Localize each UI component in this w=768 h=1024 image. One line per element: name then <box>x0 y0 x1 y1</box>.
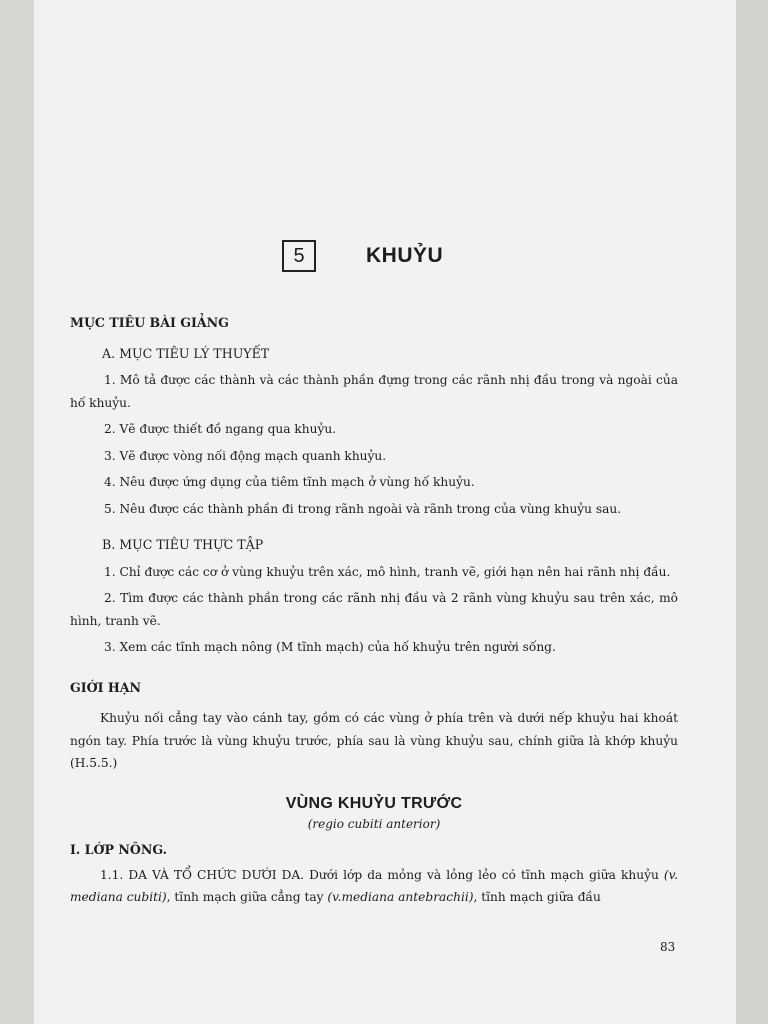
practice-item: 2. Tìm được các thành phần trong các rãnh nhị đầu và 2 rãnh vùng khuỷu sau trên xác, mô hình, tranh vẽ. <box>70 591 678 628</box>
zone-title: VÙNG KHUỶU TRƯỚC <box>285 794 463 812</box>
theory-item: 2. Vẽ được thiết đồ ngang qua khuỷu. <box>104 422 337 436</box>
layer-text-1: Dưới lớp da mỏng và lỏng lẻo có tĩnh mạch giữa khuỷu <box>304 867 664 882</box>
layer-paragraph <box>70 864 678 909</box>
theory-heading: A. MỤC TIÊU LÝ THUYẾT <box>102 345 270 361</box>
chapter-number: 5 <box>282 240 316 272</box>
chapter-title: KHUỶU <box>366 244 444 267</box>
document-page <box>34 0 736 1024</box>
scan-border-left <box>0 0 34 1024</box>
objectives-heading: MỤC TIÊU BÀI GIẢNG <box>70 315 229 330</box>
page-number: 83 <box>660 940 676 954</box>
zone-latin-subtitle: (regio cubiti anterior) <box>307 817 441 831</box>
theory-item: 4. Nêu được ứng dụng của tiêm tĩnh mạch ở vùng hố khuỷu. <box>104 475 475 489</box>
practice-item: 3. Xem các tĩnh mạch nông (M tĩnh mạch) của hố khuỷu trên người sống. <box>104 640 556 654</box>
layer-text-2: , tĩnh mạch giữa cẳng tay <box>166 890 328 904</box>
scan-border-right <box>736 0 768 1024</box>
layer-heading: I. LỚP NÔNG. <box>70 842 168 857</box>
limits-paragraph: Khuỷu nối cẳng tay vào cánh tay, gồm có các vùng ở phía trên và dưới nếp khuỷu hai khoát ngón tay. Phía trước là vùng khuỷu trước, phía sau là vùng khuỷu sau, chính giữa là khớp khuỷu (H.5.5.) <box>70 711 678 770</box>
subsection-label: 1.1. DA VÀ TỔ CHỨC DƯỚI DA. <box>100 867 305 882</box>
latin-term: (v. mediana cubiti) <box>70 867 678 904</box>
latin-term: (v.mediana antebrachii) <box>327 890 474 904</box>
layer-text-3: , tĩnh mạch giữa đầu <box>473 890 601 904</box>
practice-item: 1. Chỉ được các cơ ở vùng khuỷu trên xác, mô hình, tranh vẽ, giới hạn nên hai rãnh nhị đầu. <box>104 564 671 579</box>
practice-heading: B. MỤC TIÊU THỰC TẬP <box>102 537 264 552</box>
theory-item: 1. Mô tả được các thành và các thành phần đựng trong các rãnh nhị đầu trong và ngoài của hố khuỷu. <box>70 373 678 410</box>
chapter-header <box>282 240 443 272</box>
page-content <box>70 312 678 909</box>
theory-item: 5. Nêu được các thành phần đi trong rãnh ngoài và rãnh trong của vùng khuỷu sau. <box>104 501 622 516</box>
theory-item: 3. Vẽ được vòng nối động mạch quanh khuỷu. <box>104 448 387 463</box>
limits-heading: GIỚI HẠN <box>70 679 142 695</box>
